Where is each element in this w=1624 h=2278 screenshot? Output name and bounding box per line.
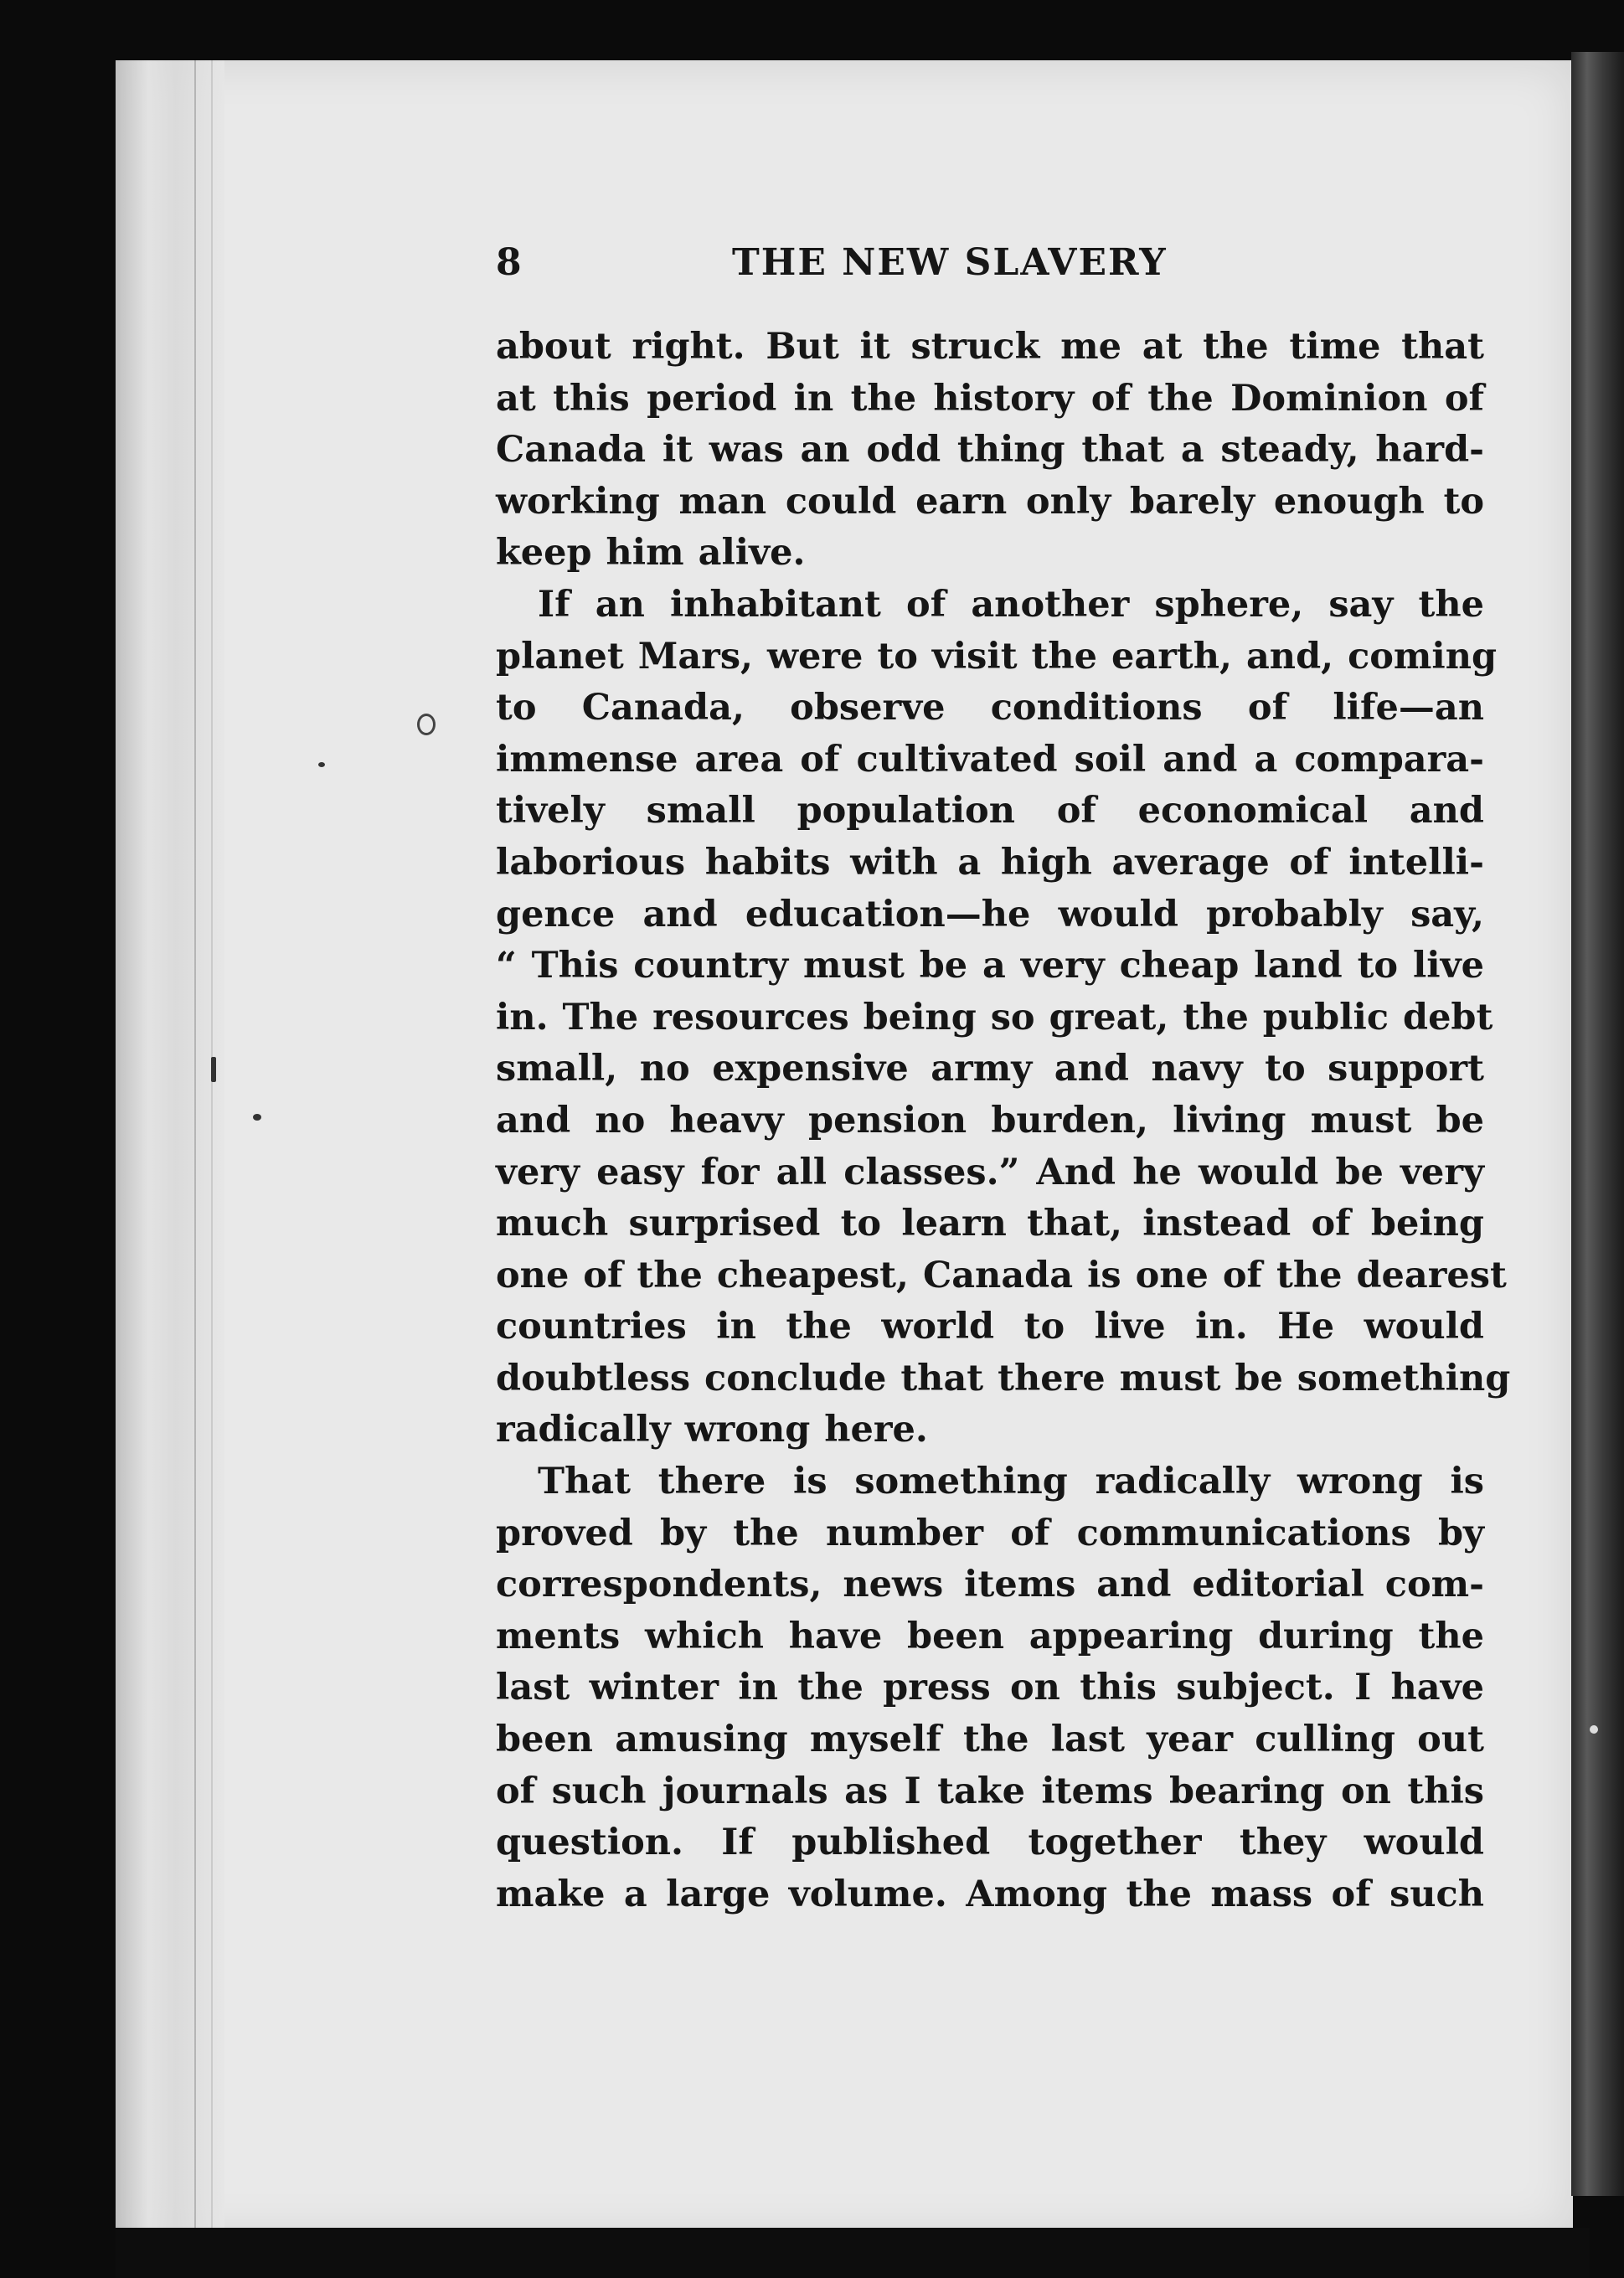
text-line: at this period in the history of the Dominion of [496, 377, 1484, 420]
text-line: question. If published together they would [496, 1822, 1484, 1864]
text-line: laborious habits with a high average of intelli- [496, 841, 1484, 884]
text-line: of such journals as I take items bearing on this [496, 1770, 1484, 1812]
text-line: immense area of cultivated soil and a compara- [496, 738, 1484, 781]
text-line: tively small population of economical and [496, 790, 1484, 832]
running-head [496, 241, 1484, 300]
text-line: proved by the number of communications by [496, 1512, 1484, 1554]
text-line: countries in the world to live in. He would [496, 1306, 1484, 1348]
margin-speck [417, 714, 436, 735]
running-title: THE NEW SLAVERY [732, 241, 1168, 284]
binding-crease [194, 60, 196, 2238]
text-line: “ This country must be a very cheap land to live [496, 945, 1484, 987]
paragraph [496, 580, 1511, 1456]
text-line: make a large volume. Among the mass of such [496, 1873, 1484, 1915]
text-line: one of the cheapest, Canada is one of the dearest [496, 1254, 1507, 1296]
margin-speck [253, 1114, 261, 1121]
text-line: correspondents, news items and editorial com- [496, 1564, 1484, 1606]
text-line: working man could earn only barely enough to [496, 480, 1484, 523]
text-line: doubtless conclude that there must be something [496, 1357, 1511, 1399]
text-line: much surprised to learn that, instead of being [496, 1203, 1484, 1245]
text-line: about right. But it struck me at the time that [496, 326, 1484, 368]
text-line: very easy for all classes.” And he would be very [496, 1151, 1484, 1193]
margin-speck [211, 1057, 216, 1082]
text-line: and no heavy pension burden, living must be [496, 1099, 1484, 1142]
text-line: gence and education—he would probably say, [496, 893, 1484, 935]
text-line: That there is something radically wrong is [538, 1461, 1484, 1503]
text-line: ments which have been appearing during the [496, 1615, 1484, 1657]
scan-bottom-border [116, 2228, 1590, 2278]
text-line: small, no expensive army and navy to support [496, 1048, 1484, 1090]
margin-speck [318, 762, 325, 767]
body-text [496, 322, 1511, 1920]
text-line: last winter in the press on this subject. I have [496, 1667, 1484, 1709]
paragraph [496, 322, 1484, 580]
text-line: been amusing myself the last year culling out [496, 1719, 1484, 1761]
text-line: radically wrong here. [496, 1409, 928, 1451]
text-line: Canada it was an odd thing that a steady, hard- [496, 429, 1484, 472]
paragraph [496, 1456, 1484, 1920]
text-line: planet Mars, were to visit the earth, and, coming [496, 635, 1498, 678]
text-line: in. The resources being so great, the public debt [496, 996, 1493, 1038]
page-number: 8 [496, 241, 523, 284]
book-binding-edge [116, 60, 224, 2238]
page-stack-edge [1571, 52, 1624, 2196]
margin-speck [1590, 1725, 1598, 1734]
page-content [496, 241, 1511, 1920]
binding-crease [211, 60, 213, 2238]
text-line: to Canada, observe conditions of life—an [496, 687, 1484, 729]
text-line: If an inhabitant of another sphere, say the [538, 583, 1484, 626]
text-line: keep him alive. [496, 532, 806, 575]
